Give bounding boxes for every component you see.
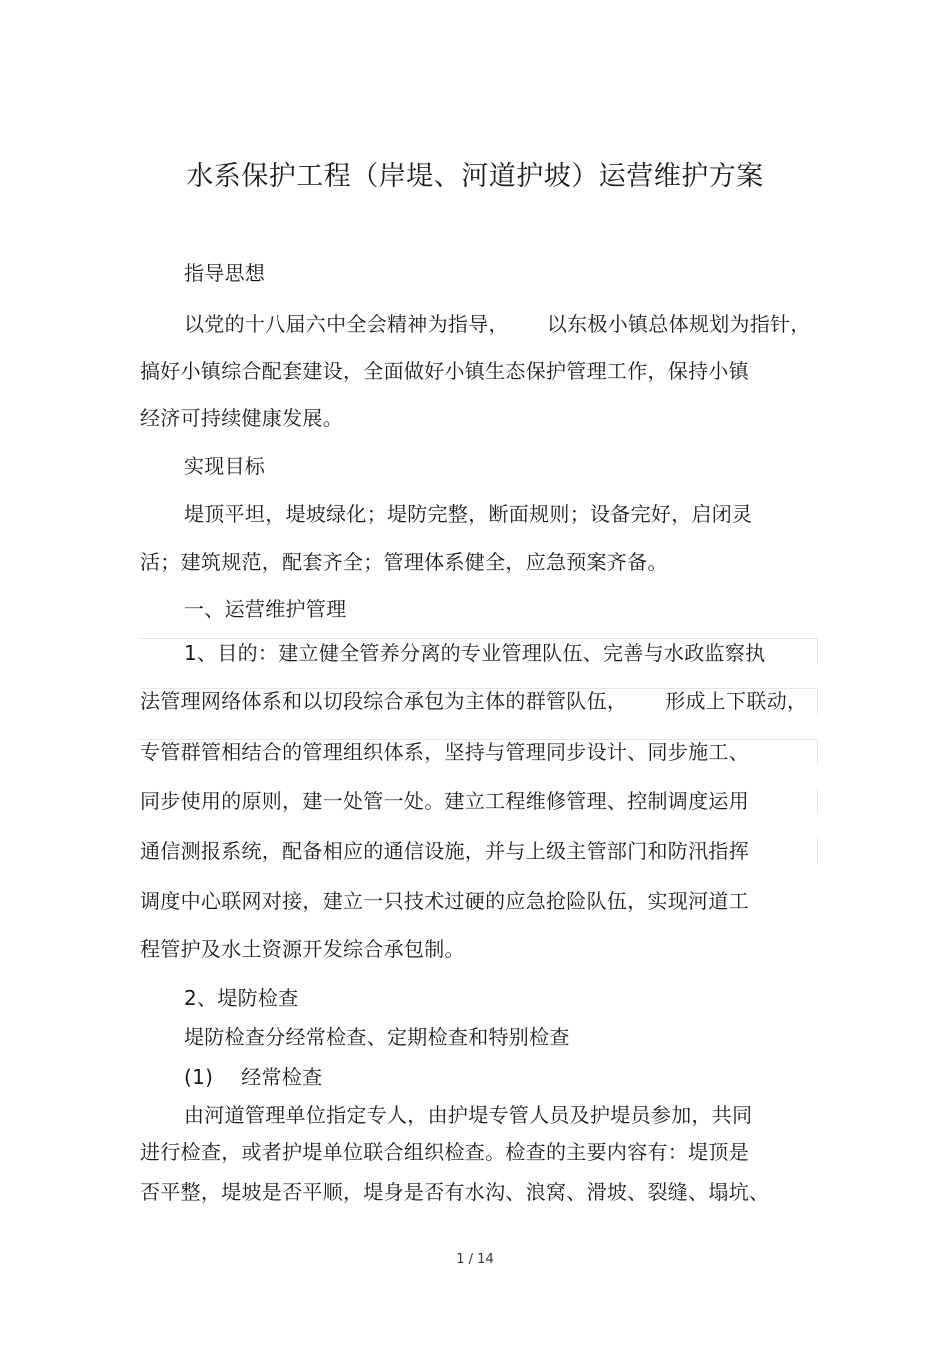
paragraph-line (184, 309, 811, 339)
heading-guiding-ideology: 指导思想 (184, 261, 266, 285)
paragraph-line: 搞好小镇综合配套建设，全面做好小镇生态保护管理工作，保持小镇 (140, 359, 749, 383)
paragraph-line: 堤顶平坦，堤坡绿化；堤防完整，断面规则；设备完好，启闭灵 (184, 502, 753, 526)
paragraph-line: 经济可持续健康发展。 (140, 406, 343, 430)
paragraph-line: 调度中心联网对接，建立一只技术过硬的应急抢险队伍，实现河道工 (140, 889, 749, 913)
paragraph-line: 进行检查，或者护堤单位联合组织检查。检查的主要内容有：堤顶是 (140, 1140, 749, 1164)
paragraph-line: 通信测报系统，配备相应的通信设施，并与上级主管部门和防汛指挥 (140, 839, 749, 863)
list-item-title: 经常检查 (241, 1065, 323, 1089)
paragraph-line (140, 686, 807, 716)
divider (817, 638, 818, 664)
divider (817, 838, 818, 864)
paragraph-line: 专管群管相结合的管理组织体系，坚持与管理同步设计、同步施工、 (140, 740, 749, 764)
paragraph-text: 以东极小镇总体规划为指针， (546, 312, 811, 336)
divider (817, 688, 818, 714)
paragraph-text: 以党的十八届六中全会精神为指导， (184, 312, 509, 336)
list-marker: (1) (184, 1065, 214, 1089)
paragraph-line: 堤防检查分经常检查、定期检查和特别检查 (184, 1025, 570, 1049)
paragraph-line: 同步使用的原则，建一处管一处。建立工程维修管理、控制调度运用 (140, 789, 749, 813)
paragraph-line: 活；建筑规范，配套齐全；管理体系健全，应急预案齐备。 (140, 550, 668, 574)
document-title: 水系保护工程（岸堤、河道护坡）运营维护方案 (186, 161, 764, 192)
paragraph-text: 法管理网络体系和以切段综合承包为主体的群管队伍， (140, 689, 628, 713)
list-item-heading (184, 1062, 322, 1092)
section-heading: 一、运营维护管理 (184, 597, 347, 621)
divider (817, 739, 818, 765)
paragraph-line: 否平整，堤坡是否平顺，堤身是否有水沟、浪窝、滑坡、裂缝、塌坑、 (140, 1180, 770, 1204)
paragraph-line: 程管护及水土资源开发综合承包制。 (140, 937, 465, 961)
paragraph-line: 由河道管理单位指定专人，由护堤专管人员及护堤员参加，共同 (184, 1103, 753, 1127)
paragraph-text: 形成上下联动， (665, 689, 808, 713)
divider (817, 788, 818, 814)
heading-goals: 实现目标 (184, 454, 266, 478)
paragraph-line: 1、目的：建立健全管养分离的专业管理队伍、完善与水政监察执 (184, 641, 766, 665)
page-number: 1 / 14 (456, 1252, 494, 1267)
subsection-heading: 2、堤防检查 (184, 986, 299, 1010)
